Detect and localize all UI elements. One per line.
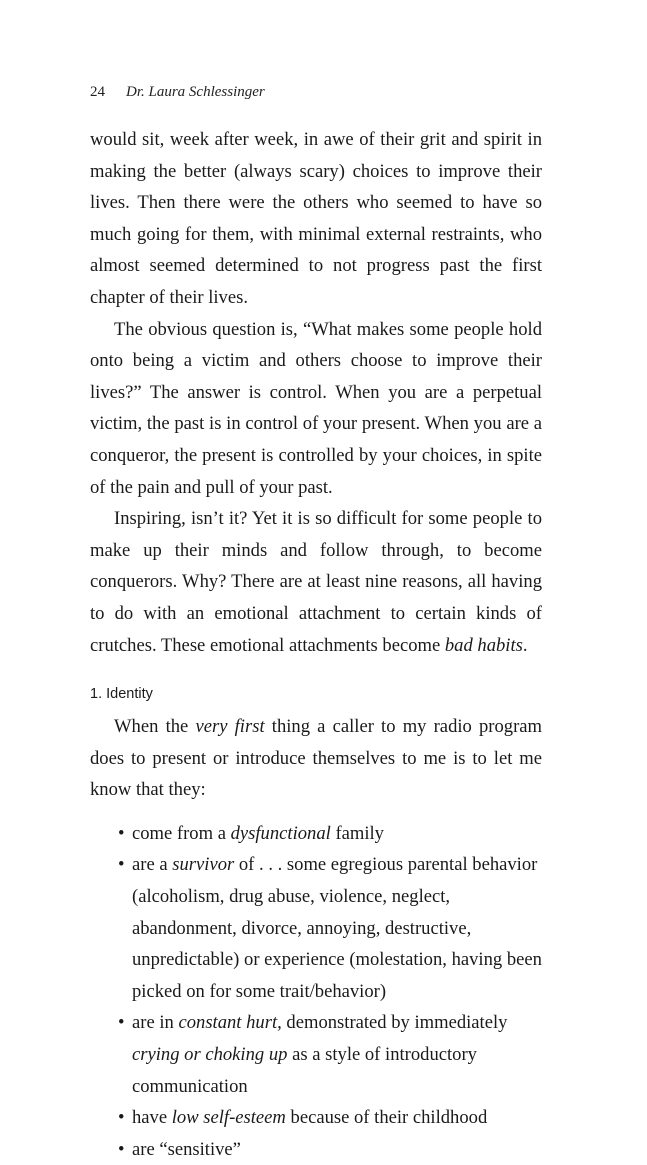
list-item: • are “sensitive” bbox=[118, 1134, 542, 1165]
section-intro: When the very first thing a caller to my radio program does to present or introduce themselves to me is to let me know that they: bbox=[90, 716, 542, 801]
emphasis-very-first: very first bbox=[195, 716, 265, 738]
page-number: 24 bbox=[90, 84, 105, 100]
section-heading: 1. Identity bbox=[90, 686, 153, 703]
running-header bbox=[90, 84, 265, 101]
list-item: • come from a dysfunctional family bbox=[118, 818, 542, 850]
list-item: • have low self-esteem because of their childhood bbox=[118, 1102, 542, 1134]
paragraph-2: The obvious question is, “What makes some people hold onto being a victim and others choose to improve their lives?” The answer is control. When you are a perpetual victim, the past is in control of your present. When you are a conqueror, the present is controlled by your choices, in spite of the pain and pull of your past. bbox=[90, 318, 542, 498]
paragraph-1: would sit, week after week, in awe of their grit and spirit in making the better (always scary) choices to improve their lives. Then there were the others who seemed to have so much going for them, with minimal external restraints, who almost seemed determined to not progress past the first chapter of their lives. bbox=[90, 129, 542, 308]
emphasis-bad-habits: bad habits bbox=[444, 634, 523, 656]
bullet-list bbox=[90, 818, 542, 1165]
list-item: • are in constant hurt, demonstrated by immediately crying or choking up as a style of introductory communication bbox=[118, 1007, 542, 1102]
running-header-author: Dr. Laura Schlessinger bbox=[126, 84, 265, 100]
body-text bbox=[90, 124, 542, 1165]
list-item: • are a survivor of . . . some egregious parental behavior (alcoholism, drug abuse, violence, neglect, abandonment, divorce, annoying, destructive, unpredictable) or experience (molestation, having been picked on for some trait/behavior) bbox=[118, 849, 542, 1007]
paragraph-3: Inspiring, isn’t it? Yet it is so difficult for some people to make up their minds and follow through, to become conquerors. Why? There are at least nine reasons, all having to do with an emotional attachment to certain kinds of crutches. These emotional attachments become bad habits. bbox=[90, 508, 542, 656]
